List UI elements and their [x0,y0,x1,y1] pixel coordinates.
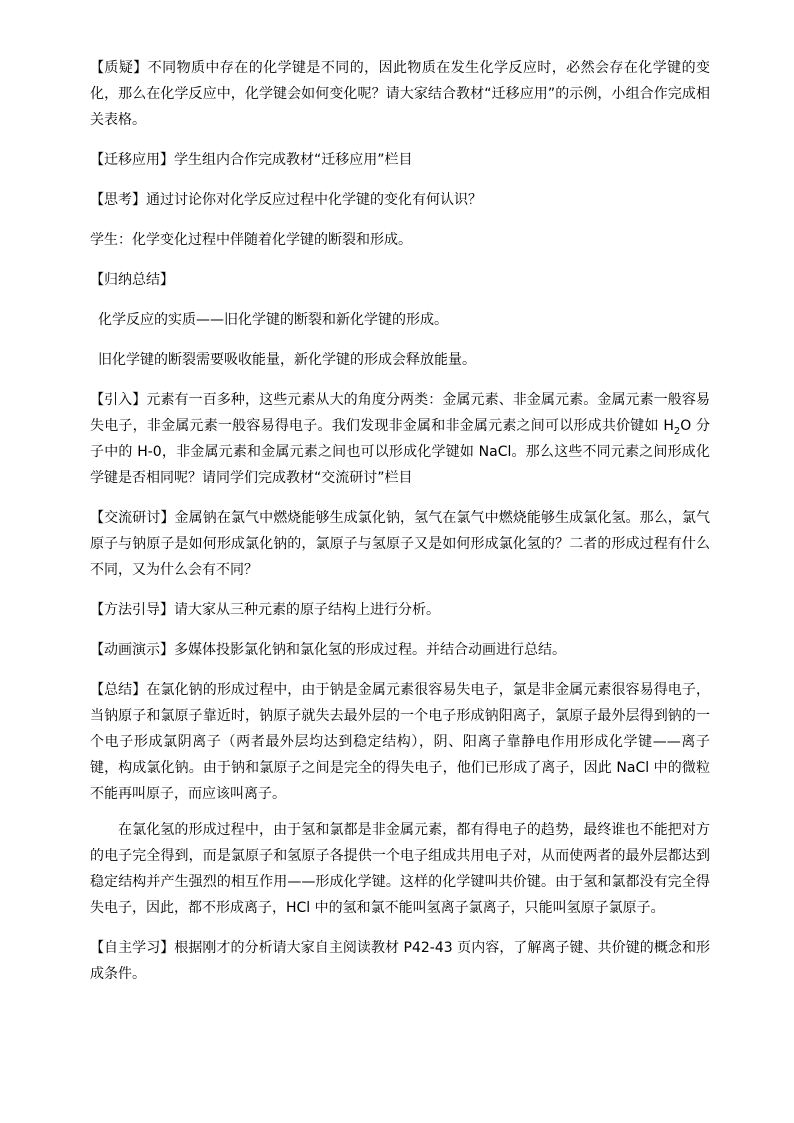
paragraph-method-guide: 【方法引导】请大家从三种元素的原子结构上进行分析。 [90,602,440,618]
paragraph-question: 【质疑】不同物质中存在的化学键是不同的，因此物质在发生化学反应时，必然会存在化学键的变化，那么在化学反应中，化学键会如何变化呢？请大家结合教材“迁移应用”的示例，小组合作完成相关表格。 [90,60,710,128]
paragraph-think: 【思考】通过讨论你对化学反应过程中化学键的变化有何认识？ [90,192,482,208]
paragraph-student-answer: 学生：化学变化过程中伴随着化学键的断裂和形成。 [90,232,412,248]
paragraph-self-study: 【自主学习】根据刚才的分析请大家自主阅读教材 P42-43 页内容，了解离子键、共价键的概念和形成条件。 [90,940,710,982]
paragraph-transfer-application: 【迁移应用】学生组内合作完成教材“迁移应用”栏目 [90,152,413,168]
paragraph-introduction [90,387,710,491]
intro-text-before: 【引入】元素有一百多种，这些元素从大的角度分两类：金属元素、非金属元素。金属元素一般容易失电子，非金属元素一般容易得电子。我们发现非金属和非金属元素之间可以形成共价键如 H [90,392,710,434]
paragraph-animation-demo: 【动画演示】多媒体投影氯化钠和氯化氢的形成过程。并结合动画进行总结。 [90,642,566,658]
paragraph-summary-heading: 【归纳总结】 [90,272,174,288]
intro-text-after: O 分子中的 H-0，非金属元素和金属元素之间也可以形成化学键如 NaCl。那么这些不同元素之间形成化学键是否相同呢？请同学们完成教材“交流研讨”栏目 [90,418,710,486]
paragraph-reaction-essence: 化学反应的实质——旧化学键的断裂和新化学键的形成。 [98,312,448,328]
paragraph-discussion: 【交流研讨】金属钠在氯气中燃烧能够生成氯化钠，氢气在氯气中燃烧能够生成氯化氢。那么，氯气原子与钠原子是如何形成氯化钠的，氯原子与氢原子又是如何形成氯化氢的？二者的形成过程有什么不同，又为什么会有不同？ [90,510,710,578]
paragraph-conclusion-hcl: 在氯化氢的形成过程中，由于氢和氯都是非金属元素，都有得电子的趋势，最终谁也不能把对方的电子完全得到，而是氯原子和氢原子各提供一个电子组成共用电子对，从而使两者的最外层都达到稳定结构并产生强烈的相互作用——形成化学键。这样的化学键叫共价键。由于氢和氯都没有完全得失电子，因此，都不形成离子，HCl 中的氢和氯不能叫氢离子氯离子，只能叫氢原子氯原子。 [90,822,710,916]
paragraph-conclusion-nacl: 【总结】在氯化钠的形成过程中，由于钠是金属元素很容易失电子，氯是非金属元素很容易得电子，当钠原子和氯原子靠近时，钠原子就失去最外层的一个电子形成钠阳离子，氯原子最外层得到钠的一个电子形成氯阴离子（两者最外层均达到稳定结构），阴、阳离子靠静电作用形成化学键——离子键，构成氯化钠。由于钠和氯原子之间是完全的得失电子，他们已形成了离子，因此 NaCl 中的微粒不能再叫原子，而应该叫离子。 [90,682,710,802]
document-page [90,55,710,1001]
paragraph-bond-energy: 旧化学键的断裂需要吸收能量，新化学键的形成会释放能量。 [98,352,476,368]
intro-subscript: 2 [673,425,681,437]
